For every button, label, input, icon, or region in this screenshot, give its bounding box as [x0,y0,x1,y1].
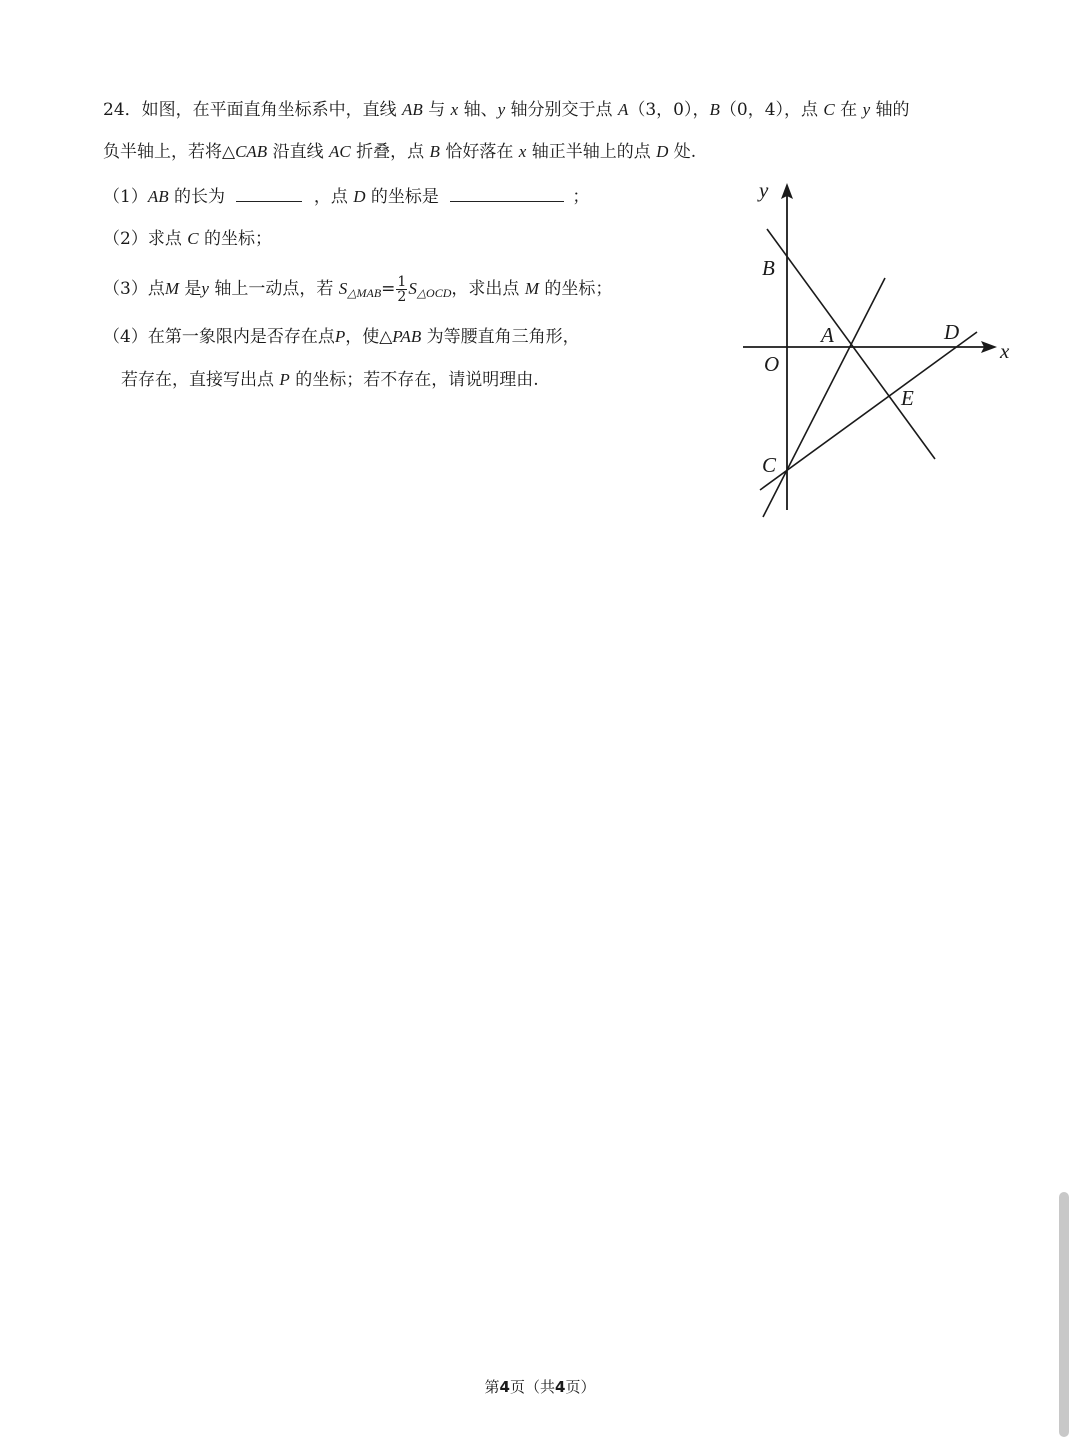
label-d: D [944,320,960,344]
text: 折叠，点 [356,142,425,162]
math-var: C [823,100,835,119]
answer-blank-ab [236,183,302,202]
line-ac [763,278,885,517]
text: 的坐标是 [370,187,439,207]
math-var: AB [147,187,169,206]
text: 在 [840,100,858,120]
text: （0，4），点 [719,100,819,120]
text: （3，0）， [628,100,710,120]
text: 处. [673,142,697,162]
part-1 [103,183,589,209]
math-var: P [334,327,346,346]
math-var: CAB [235,142,268,161]
answer-blank-d [450,183,564,202]
text: ，使△ [345,327,393,347]
text: 为等腰直角三角形， [426,327,580,347]
math-var: y [862,100,871,119]
text: 轴的 [875,100,910,120]
question-number: 24． [103,100,142,120]
text: 的长为 [174,187,226,207]
math-var: S [408,279,417,298]
denominator: 2 [397,289,407,305]
math-var: D [353,187,366,206]
text: ，求出点 [451,279,520,299]
label-o: O [764,352,780,376]
question-line-2 [103,140,696,164]
math-var: M [164,279,179,298]
text: ，点 [313,187,348,207]
text: 轴上一动点，若 [214,279,334,299]
text: 沿直线 [272,142,324,162]
text: （1） [103,187,148,207]
line-cd [760,332,977,490]
scrollbar-thumb[interactable] [1059,1192,1069,1437]
text: （3）点 [103,279,165,299]
text: 的坐标； [203,229,272,249]
part-3 [103,274,612,308]
coordinate-figure [735,175,1025,520]
equals: = [381,279,396,299]
math-var: B [429,142,440,161]
label-c: C [762,453,777,477]
text: 的坐标；若不存在，请说明理由. [295,370,539,390]
label-e: E [901,386,914,410]
text: 若存在，直接写出点 [121,370,274,390]
part-2 [103,227,272,251]
math-var: M [524,279,539,298]
text: 负半轴上，若将△ [103,142,236,162]
label-a: A [821,323,834,347]
text: 轴正半轴上的点 [531,142,651,162]
text: 第 [484,1378,500,1396]
math-var: PAB [392,327,422,346]
text: 如图，在平面直角坐标系中，直线 [141,100,397,120]
text: 与 [428,100,446,120]
text: 是 [184,279,202,299]
text: 轴分别交于点 [510,100,613,120]
text: 的坐标； [544,279,613,299]
math-var: AC [329,142,351,161]
text: 恰好落在 [445,142,514,162]
math-var: P [279,370,290,389]
math-var: x [450,100,459,119]
label-y: y [759,178,769,202]
numerator: 1 [397,274,407,290]
question-line-1 [103,98,910,122]
math-var: AB [402,100,423,119]
subscript: △OCD [416,286,452,300]
math-var: y [201,279,209,298]
text: 轴、 [463,100,498,120]
total-pages: 4 [555,1378,566,1396]
part-4 [103,325,580,349]
math-var: B [709,100,720,119]
math-var: D [656,142,669,161]
part-4-line-2 [121,368,539,392]
math-var: x [518,142,527,161]
text: 页） [565,1378,596,1396]
page-footer [0,1376,1080,1397]
label-b: B [762,256,775,280]
text: ； [572,187,590,207]
text: 页（共 [509,1378,555,1396]
text: （4）在第一象限内是否存在点 [103,327,335,347]
fraction [396,275,407,304]
math-var: y [497,100,506,119]
label-x: x [1000,339,1010,363]
subscript: △MAB [347,286,382,300]
math-var: C [187,229,199,248]
text: （2）求点 [103,229,182,249]
page-number: 4 [499,1378,510,1396]
math-var: A [617,100,629,119]
math-var: S [338,279,348,298]
